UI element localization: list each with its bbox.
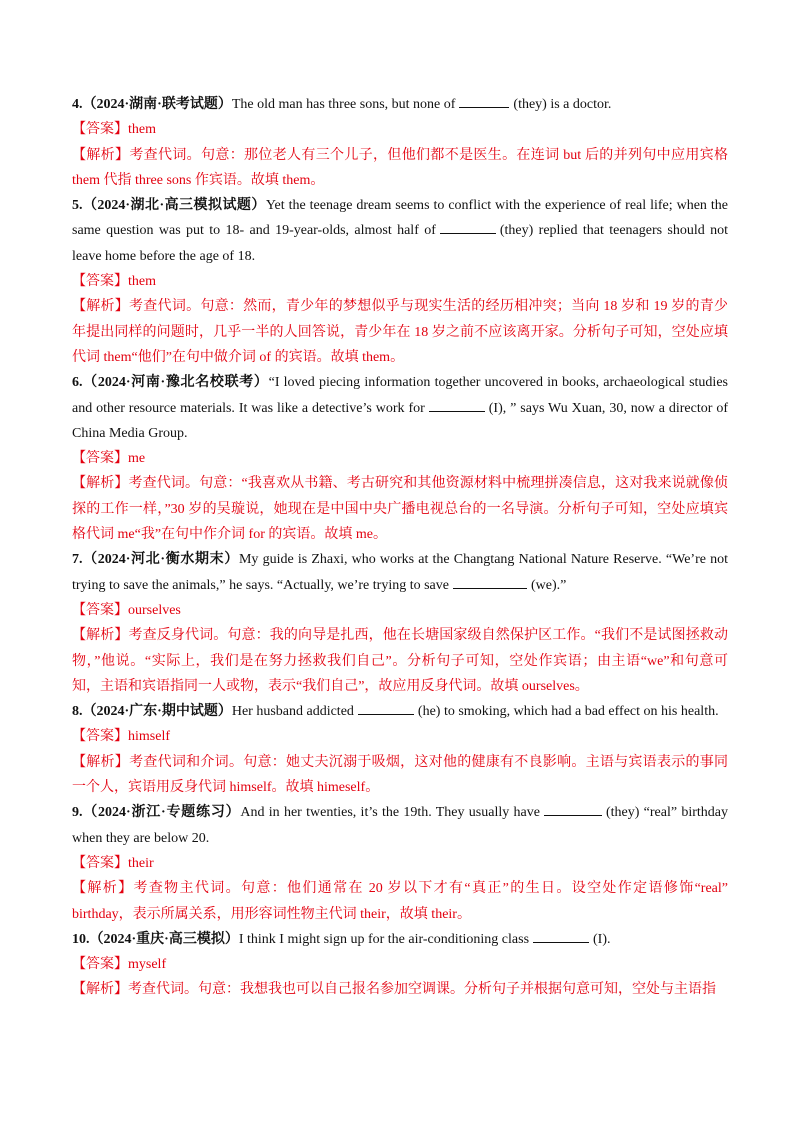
answer-line <box>72 851 728 876</box>
answer-label: 【答案】 <box>72 729 128 745</box>
analysis-text: 考查代词。句意：然而，青少年的梦想似乎与现实生活的经历相冲突；当向 18 岁和 19 岁的青少年提出同样的问题时，几乎一半的人回答说，青少年在 18 岁之前不应该离开家。分析句子可知，空处应填代词 them“他们”在句中做介词 of 的宾语。故填 them。 <box>72 299 729 365</box>
question-text-after: (they) is a doctor. <box>513 97 612 112</box>
question-text-after: (he) to smoking, which had a bad effect on his health. <box>417 704 719 720</box>
question-source: 8. <box>72 704 83 720</box>
question-text-before: “I loved piecing information together uncovered in books, archaeological studies and other resource materials. It was like a detective’s work for <box>72 375 728 416</box>
answer-label: 【答案】 <box>72 122 128 138</box>
analysis-text: 考查代词。句意：“我喜欢从书籍、考古研究和其他资源材料中梳理拼凑信息，这对我来说就像侦探的工作一样，”30 岁的吴璇说，她现在是中国中央广播电视总台的一名导演。分析句子可知，空处应填宾格代词 me“我”在句中作介词 for 的宾语。故填 me。 <box>72 476 729 543</box>
answer-value: their <box>128 855 154 871</box>
question-source-tag: （2024·湖北·高三模拟试题） <box>82 198 266 214</box>
analysis-text: 考查物主代词。句意：他们通常在 20 岁以下才有“真正”的生日。设空处作定语修饰“real” birthday，表示所属关系，用形容词性物主代词 their，故填 their。 <box>72 881 728 922</box>
answer-blank <box>358 702 414 715</box>
answer-label: 【答案】 <box>72 274 128 290</box>
answer-value: ourselves <box>128 602 181 618</box>
analysis-line <box>72 471 728 547</box>
analysis-line <box>72 294 728 370</box>
answer-value: them <box>128 274 156 290</box>
answer-blank <box>429 399 485 412</box>
question-8 <box>72 699 728 724</box>
answer-blank <box>440 221 496 234</box>
answer-line <box>72 117 728 142</box>
analysis-label: 【解析】 <box>72 147 130 163</box>
question-source-tag: （2024·河南·豫北名校联考） <box>82 375 269 391</box>
answer-value: me <box>128 451 146 467</box>
question-source-tag: （2024·重庆·高三模拟） <box>89 931 239 947</box>
question-source: 10. <box>72 931 90 947</box>
answer-label: 【答案】 <box>72 855 128 871</box>
question-text-before: The old man has three sons, but none of <box>231 97 456 112</box>
question-10 <box>72 927 728 952</box>
question-text-before: Yet the teenage dream seems to conflict with the experience of real life; when the same question was put to 18- and 19-year-olds, almost half of <box>72 198 729 239</box>
answer-label: 【答案】 <box>72 602 128 618</box>
question-text-before: And in her twenties, it’s the 19th. They usually have <box>240 805 540 821</box>
analysis-label: 【解析】 <box>72 299 130 315</box>
question-4 <box>72 92 728 117</box>
analysis-line <box>72 623 728 699</box>
question-5 <box>72 193 728 269</box>
question-text-after: (they) “real” birthday when they are below 20. <box>72 805 728 846</box>
answer-blank <box>533 930 589 943</box>
analysis-line <box>72 750 728 801</box>
question-text-after: (I). <box>593 931 611 947</box>
answer-blank <box>544 803 602 816</box>
answer-blank <box>453 576 527 589</box>
question-text-before: My guide is Zhaxi, who works at the Changtang National Nature Reserve. “We’re not trying to save the animals,” he says. “Actually, we’re trying to save <box>72 552 728 593</box>
question-6 <box>72 370 728 446</box>
analysis-text: 考查代词和介词。句意：她丈夫沉溺于吸烟，这对他的健康有不良影响。主语与宾语表示的事同一个人，宾语用反身代词 himself。故填 himeself。 <box>72 754 729 796</box>
answer-line <box>72 724 728 749</box>
analysis-text: 考查代词。句意：我想我也可以自己报名参加空调课。分析句子并根据句意可知，空处与主语指 <box>128 982 716 998</box>
question-text-before: I think I might sign up for the air-conditioning class <box>238 931 530 947</box>
question-source: 4. <box>72 97 83 112</box>
analysis-label: 【解析】 <box>72 881 134 897</box>
question-text-after: (I), ” says Wu Xuan, 30, now a director of China Media Group. <box>72 400 728 441</box>
answer-value: them <box>128 122 156 138</box>
question-source-tag: （2024·河北·衡水期末） <box>82 552 239 568</box>
analysis-line <box>72 876 728 927</box>
question-text-after: (they) replied that teenagers should not leave home before the age of 18. <box>72 223 728 264</box>
answer-value: myself <box>128 957 167 973</box>
question-source: 9. <box>72 805 83 821</box>
answer-line <box>72 598 728 623</box>
analysis-label: 【解析】 <box>72 628 129 644</box>
answer-line <box>72 952 728 977</box>
question-source: 6. <box>72 375 83 391</box>
answer-value: himself <box>128 729 170 745</box>
analysis-label: 【解析】 <box>72 476 129 492</box>
answer-blank <box>459 95 509 108</box>
analysis-text: 考查代词。句意：那位老人有三个儿子，但他们都不是医生。在连词 but 后的并列句中应用宾格 them 代指 three sons 作宾语。故填 them。 <box>72 147 728 188</box>
question-source-tag: （2024·浙江·专题练习） <box>82 805 241 821</box>
question-list <box>72 92 728 1003</box>
answer-label: 【答案】 <box>72 451 128 467</box>
analysis-label: 【解析】 <box>72 982 128 998</box>
analysis-line <box>72 143 728 194</box>
question-text-before: Her husband addicted <box>231 704 354 720</box>
question-source-tag: （2024·广东·期中试题） <box>82 704 232 720</box>
question-source: 5. <box>72 198 83 214</box>
question-source-tag: （2024·湖南·联考试题） <box>82 97 232 112</box>
answer-line <box>72 446 728 471</box>
answer-label: 【答案】 <box>72 957 128 973</box>
analysis-label: 【解析】 <box>72 754 130 770</box>
question-text-after: (we).” <box>530 577 567 593</box>
analysis-text: 考查反身代词。句意：我的向导是扎西，他在长塘国家级自然保护区工作。“我们不是试图拯救动物，”他说。“实际上，我们是在努力拯救我们自己”。分析句子可知，空处作宾语；由主语“we”和句意可知，主语和宾语指同一人或物，表示“我们自己”，故应用反身代词。故填 ourselves。 <box>72 628 729 694</box>
question-7 <box>72 547 728 598</box>
question-9 <box>72 800 728 851</box>
analysis-line <box>72 977 728 1002</box>
answer-line <box>72 269 728 294</box>
question-source: 7. <box>72 552 83 568</box>
